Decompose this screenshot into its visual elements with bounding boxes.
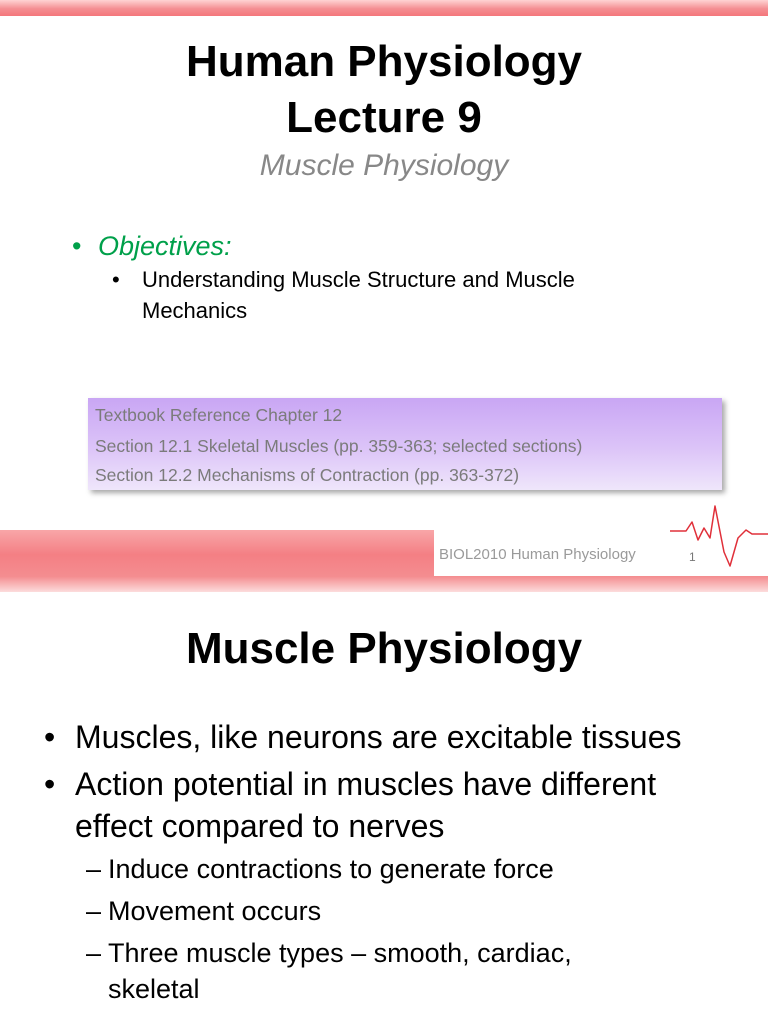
reference-line: Section 12.2 Mechanisms of Contraction (pp. 363-372) xyxy=(95,465,520,485)
reference-line: Textbook Reference Chapter 12 xyxy=(95,405,343,425)
sub-bullet-item xyxy=(86,935,646,1007)
dash-icon: – xyxy=(86,854,102,884)
footer-course-name: BIOL2010 Human Physiology xyxy=(439,546,636,563)
reference-line: Section 12.1 Skeletal Muscles (pp. 359-363; selected sections) xyxy=(95,436,583,456)
textbook-reference-box xyxy=(88,398,722,490)
sub-bullet-item xyxy=(86,893,766,929)
bullet-icon: • xyxy=(44,719,56,755)
bullet-text: Action potential in muscles have different effect compared to nerves xyxy=(75,766,657,844)
dash-icon: – xyxy=(86,896,102,926)
page-number: 1 xyxy=(689,550,696,564)
objective-item xyxy=(112,264,672,326)
sub-bullet-text: Three muscle types – smooth, cardiac, skeletal xyxy=(108,938,572,1004)
bullet-icon: • xyxy=(44,766,56,802)
objectives-label: Objectives: xyxy=(98,231,232,261)
slide-title: Muscle Physiology xyxy=(185,624,583,673)
slide-subtitle: Muscle Physiology xyxy=(259,149,509,182)
bullet-item xyxy=(44,716,764,758)
sub-bullet-item xyxy=(86,851,766,887)
ecg-heartbeat-icon xyxy=(670,500,768,572)
objective-item-text: Understanding Muscle Structure and Muscle Mechanics xyxy=(142,267,575,323)
bullet-text: Muscles, like neurons are excitable tissues xyxy=(75,719,682,755)
bullet-icon: • xyxy=(112,267,120,292)
top-band xyxy=(0,0,768,16)
slide-title-line-2: Lecture 9 xyxy=(286,93,482,142)
slide-2 xyxy=(0,592,768,1024)
sub-bullet-text: Induce contractions to generate force xyxy=(108,854,554,884)
objectives-bullet xyxy=(72,228,232,264)
sub-bullet-text: Movement occurs xyxy=(108,896,322,926)
slide-title-line-1: Human Physiology xyxy=(185,37,583,86)
bullet-item xyxy=(44,763,724,847)
dash-icon: – xyxy=(86,938,102,968)
bullet-icon: • xyxy=(72,231,82,261)
